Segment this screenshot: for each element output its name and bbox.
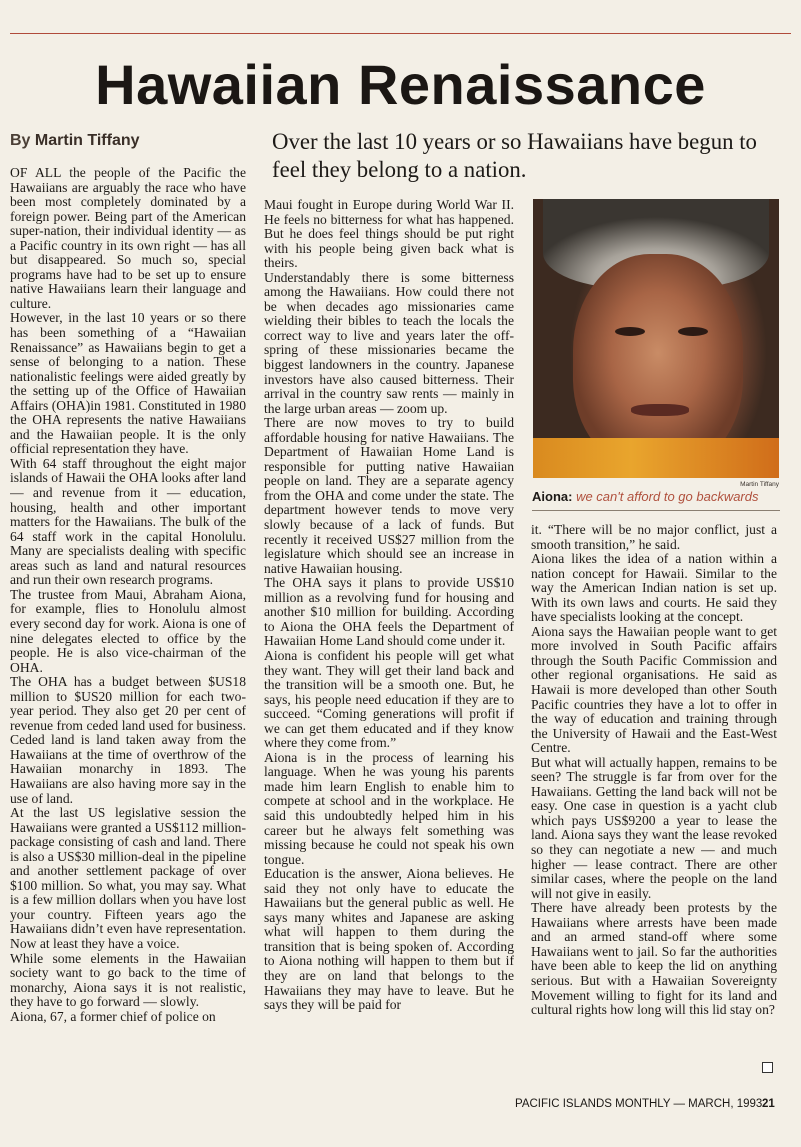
paragraph: OF ALL the people of the Pacific the Hawaiians are arguably the race who have been most completely dominated by a foreign power. Being part of the American super-nation, their individual identity — as a Pacific country in its own right — has all but disappeared. So much so, special programs have had to be set up to ensure native Hawaiians learn their language and culture. [10,166,246,311]
paragraph: Understandably there is some bitterness among the Hawaiians. How could there not be when decades ago missionaries came wielding their bibles to teach the locals the correct way to live and years later the off-spring of these missionaries became the biggest landowners in the country. Japanese investors have also caused bitterness. Their arrival in the country saw rents — mainly in the large urban areas — zoom up. [264,269,514,416]
paragraph: Aiona likes the idea of a nation within a nation concept for Hawaii. Similar to the way the American Indian nation is set up. With its own laws and courts. He said they have specialists looking at the concept. [531,551,777,625]
paragraph: it. “There will be no major conflict, just a smooth transition,” he said. [531,523,777,552]
paragraph: With 64 staff throughout the eight major islands of Hawaii the OHA looks after land — and revenue from it — education, housing, health and other important matters for the Hawaiians. The bulk of the 64 staff work in the capital Honolulu. Many are specialists dealing with specific areas such as land and natural resources and run their own research programs. [10,455,246,588]
caption-rule [532,510,780,511]
paragraph: Education is the answer, Aiona believes. He said they not only have to educate the Hawaiians but the general public as well. He says many whites and Japanese are asking what will happen to them during the transition that is being spoken of. According to Aiona nothing will happen to them but if they are on land that belongs to the Hawaiians they may have to leave. But he says they will be paid for [264,866,514,1013]
deck-subheadline: Over the last 10 years or so Hawaiians have begun to feel they belong to a nation. [272,129,757,182]
paragraph: Maui fought in Europe during World War II. He feels no bitterness for what has happened. But he does feel things should be put right with his people being given back what is theirs. [264,198,514,271]
paragraph: Aiona says the Hawaiian people want to get more involved in South Pacific affairs through the South Pacific Commission and other regional organisations. He said as Hawaii is more developed than other South Pacific countries they have a lot to offer in the way of education and training through the University of Hawaii and the East-West Centre. [531,623,777,756]
page-number: 21 [762,1098,775,1110]
photo-mouth [631,404,689,416]
paragraph: There have already been protests by the Hawaiians where arrests have been made and an armed stand-off where some Hawaiians went to jail. So far the authorities have been able to keep the lid on anything serious. But with a Hawaiian Sovereignty Movement willing to fight for its land and cultural rights how long will this lid stay on? [531,900,777,1018]
end-of-article-mark [762,1062,773,1073]
paragraph: Aiona, 67, a former chief of police on [10,1008,216,1024]
paragraph: The trustee from Maui, Abraham Aiona, for example, flies to Honolulu almost every second day for work. Aiona is one of nine delegates elected to office by the people. He is also vice-chairman of the OHA. [10,586,246,675]
photo-face [573,254,743,469]
article-column-1 [10,166,246,1076]
photo-credit: Martin Tiffany [740,481,779,488]
paragraph: Aiona is in the process of learning his language. When he was young his parents made him learn English to enable him to compete at school and in the workplace. He said this undoubtedly helped him in his career but he always felt something was missing because he could not speak his own tongue. [264,749,514,867]
paragraph: There are now moves to try to build affordable housing for native Hawaiians. The Department of Hawaiian Home Land is responsible for putting native Hawaiian people on land. They are a separate agency from the OHA and come under the state. The department however tends to move very slowly because of a lack of funds. But recently it received US$27 million from the legislature which should see an increase in native Hawaiian housing. [264,415,514,576]
article-column-2 [264,198,514,1078]
photo-eye-left [615,327,645,336]
byline-by: By [10,132,31,149]
paragraph: However, in the last 10 years or so there has been something of a “Hawaiian Renaissance” as Hawaiians begin to get a sense of belonging to a nation. These nationalistic feelings were aided greatly by the setting up of the Office of Hawaiian Affairs (OHA)in 1981. Constituted in 1980 the OHA represents the native Hawaiians and the Hawaiian people. It is the only official representation they have. [10,310,246,457]
article-column-3 [531,523,777,1069]
photo-shirt [533,438,779,478]
headline: Hawaiian Renaissance [95,53,706,116]
photo-caption [532,489,782,505]
caption-name: Aiona: [532,489,573,504]
footer-publication: PACIFIC ISLANDS MONTHLY — MARCH, 1993 [515,1098,763,1110]
paragraph: At the last US legislative session the Hawaiians were granted a US$112 million-package consisting of cash and land. There is also a US$30 million-deal in the pipeline and another settlement package of over $100 million. So what, you may say. What is a few million dollars when you have lost your country. Fifteen years ago the Hawaiians didn’t even have representation. Now at least they have a voice. [10,805,246,951]
paragraph: The OHA says it plans to provide US$10 million as a revolving fund for housing and another $10 million for building. According to Aiona the OHA feels the Department of Hawaiian Home Land should come under it. [264,575,514,649]
byline [10,131,140,151]
portrait-photo [533,199,779,478]
photo-eye-right [678,327,708,336]
paragraph: The OHA has a budget between $US18 million to $US20 million for each two-year period. They also get 20 per cent of revenue from ceded land used for business. Ceded land is land taken away from the Hawaiians at the time of overthrow of the Hawaiian monarchy in 1893. The Hawaiians are also having more say in the use of land. [10,674,246,806]
top-rule [10,33,791,34]
paragraph: While some elements in the Hawaiian society want to go back to the time of monarchy, Aiona says it is not realistic, they have to go forward — slowly. [10,950,246,1010]
paragraph: But what will actually happen, remains to be seen? The struggle is far from over for the Hawaiians. Getting the land back will not be easy. One case in question is a yacht club which pays US$9200 a year to lease the land. Aiona says they want the lease revoked so they can negotiate a new — and much higher — lease contract. There are other similar cases, where the people on the land will not give in easily. [531,754,777,901]
byline-author: Martin Tiffany [34,132,140,149]
paragraph: Aiona is confident his people will get what they want. They will get their land back and the transition will be a smooth one. But, he says, his people need education if they are to succeed. “Coming generations will profit if we can get them educated and if they know where they come from.” [264,647,514,751]
caption-quote: we can't afford to go backwards [576,489,759,504]
